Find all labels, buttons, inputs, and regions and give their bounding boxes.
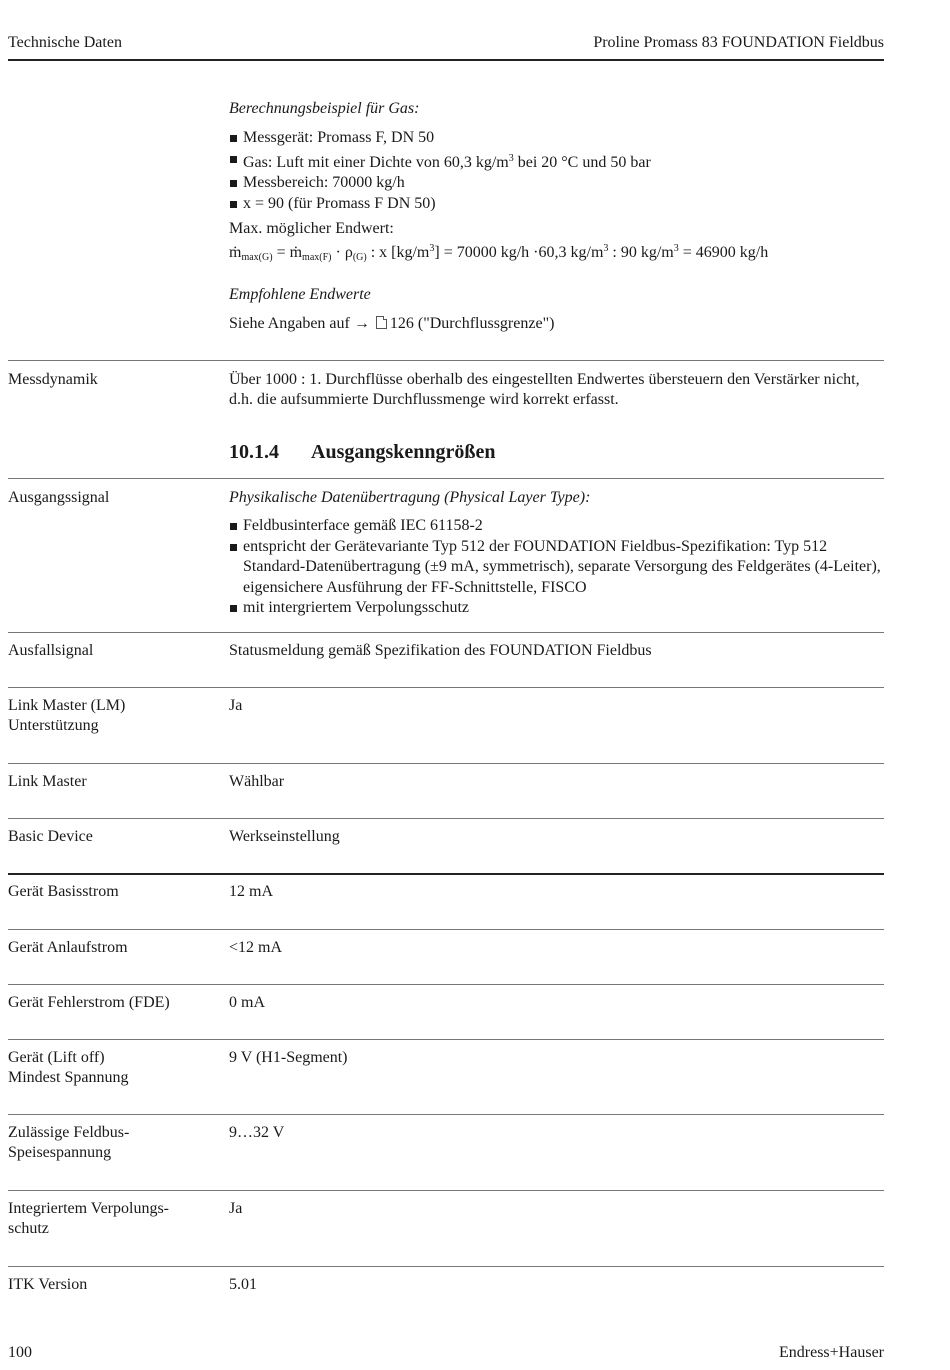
row-divider xyxy=(8,763,884,764)
section-heading: 10.1.4 Ausgangskenngrößen xyxy=(229,441,496,463)
spec-label: Link Master (LM) Unterstützung xyxy=(8,697,126,734)
spec-value: Statusmeldung gemäß Spezifikation des FOUNDATION Fieldbus xyxy=(229,642,652,659)
spec-value: Wählbar xyxy=(229,773,285,790)
brand-name: Endress+Hauser xyxy=(779,1344,884,1361)
header-rule xyxy=(8,59,884,61)
list-item: x = 90 (für Promass F DN 50) xyxy=(229,194,889,215)
spec-label: Gerät Fehlerstrom (FDE) xyxy=(8,994,170,1011)
spec-value: 9 V (H1-Segment) xyxy=(229,1049,348,1066)
ausgangssignal-label: Ausgangssignal xyxy=(8,489,110,506)
spec-label: Link Master xyxy=(8,773,87,790)
row-divider xyxy=(8,1266,884,1267)
header-product-title: Proline Promass 83 FOUNDATION Fieldbus xyxy=(593,34,884,51)
list-item: Messbereich: 70000 kg/h xyxy=(229,173,889,194)
list-item: entspricht der Gerätevariante Typ 512 der FOUNDATION Fieldbus-Spezifikation: Typ 512 Standard-Datenübertragung (±9 mA, symmetrisch), separate Versorgung des Feldgerätes (4-Leiter), eigensichere Ausführung der FF-Schnittstelle, FISCO xyxy=(229,537,885,599)
page-reference-icon xyxy=(376,316,387,329)
row-divider xyxy=(8,929,884,930)
spec-value: 12 mA xyxy=(229,883,273,900)
list-item: Feldbusinterface gemäß IEC 61158-2 xyxy=(229,516,885,537)
spec-value: 0 mA xyxy=(229,994,265,1011)
messdynamik-text: Über 1000 : 1. Durchflüsse oberhalb des eingestellten Endwertes übersteuern den Verstärker nicht, d.h. die aufsummierte Durchflussmenge wird korrekt erfasst. xyxy=(229,371,860,408)
spec-label: Gerät Basisstrom xyxy=(8,883,119,900)
spec-label: Zulässige Feldbus- Speisespannung xyxy=(8,1124,130,1161)
spec-label: Gerät (Lift off) Mindest Spannung xyxy=(8,1049,129,1086)
row-divider xyxy=(8,984,884,985)
spec-value: Ja xyxy=(229,697,243,714)
spec-value: Werkseinstellung xyxy=(229,828,340,845)
physical-layer-list xyxy=(229,516,885,619)
spec-label: Ausfallsignal xyxy=(8,642,94,659)
recommended-reference[interactable]: Siehe Angaben auf → 126 ("Durchflussgrenze") xyxy=(229,315,555,332)
list-item: Messgerät: Promass F, DN 50 xyxy=(229,128,889,149)
header-section-title: Technische Daten xyxy=(8,34,122,51)
calc-list xyxy=(229,128,889,214)
spec-label: Integriertem Verpolungs- schutz xyxy=(8,1200,169,1237)
calc-title: Berechnungsbeispiel für Gas: xyxy=(229,100,420,117)
spec-value: <12 mA xyxy=(229,939,283,956)
row-divider xyxy=(8,687,884,688)
spec-value: Ja xyxy=(229,1200,243,1217)
row-divider xyxy=(8,818,884,819)
row-divider xyxy=(8,360,884,361)
row-divider xyxy=(8,1039,884,1040)
physical-layer-title: Physikalische Datenübertragung (Physical Layer Type): xyxy=(229,489,591,506)
spec-label: Basic Device xyxy=(8,828,93,845)
page-number: 100 xyxy=(8,1344,32,1361)
spec-value: 5.01 xyxy=(229,1276,257,1293)
spec-label: Gerät Anlaufstrom xyxy=(8,939,128,956)
row-divider xyxy=(8,873,884,875)
messdynamik-label: Messdynamik xyxy=(8,371,98,388)
row-divider xyxy=(8,1190,884,1191)
list-item: Gas: Luft mit einer Dichte von 60,3 $kg/m^3$ bei 20 °C und 50 bar xyxy=(229,149,889,174)
max-value-label: Max. möglicher Endwert: xyxy=(229,220,394,237)
row-divider xyxy=(8,632,884,633)
formula: ṁ$_{max(G)}$ = ṁ$_{max(F)}$ · $\rho_{(G)}$ : x $[kg/m^3] = 70000$ kg/h ·60,3 $kg/m^3$ : 90 $kg/m^3 = 46900$ kg/h xyxy=(229,243,769,263)
list-item: mit intergriertem Verpolungsschutz xyxy=(229,598,885,619)
row-divider xyxy=(8,1114,884,1115)
spec-value: 9…32 V xyxy=(229,1124,285,1141)
spec-label: ITK Version xyxy=(8,1276,88,1293)
recommended-title: Empfohlene Endwerte xyxy=(229,286,371,303)
row-divider xyxy=(8,478,884,479)
